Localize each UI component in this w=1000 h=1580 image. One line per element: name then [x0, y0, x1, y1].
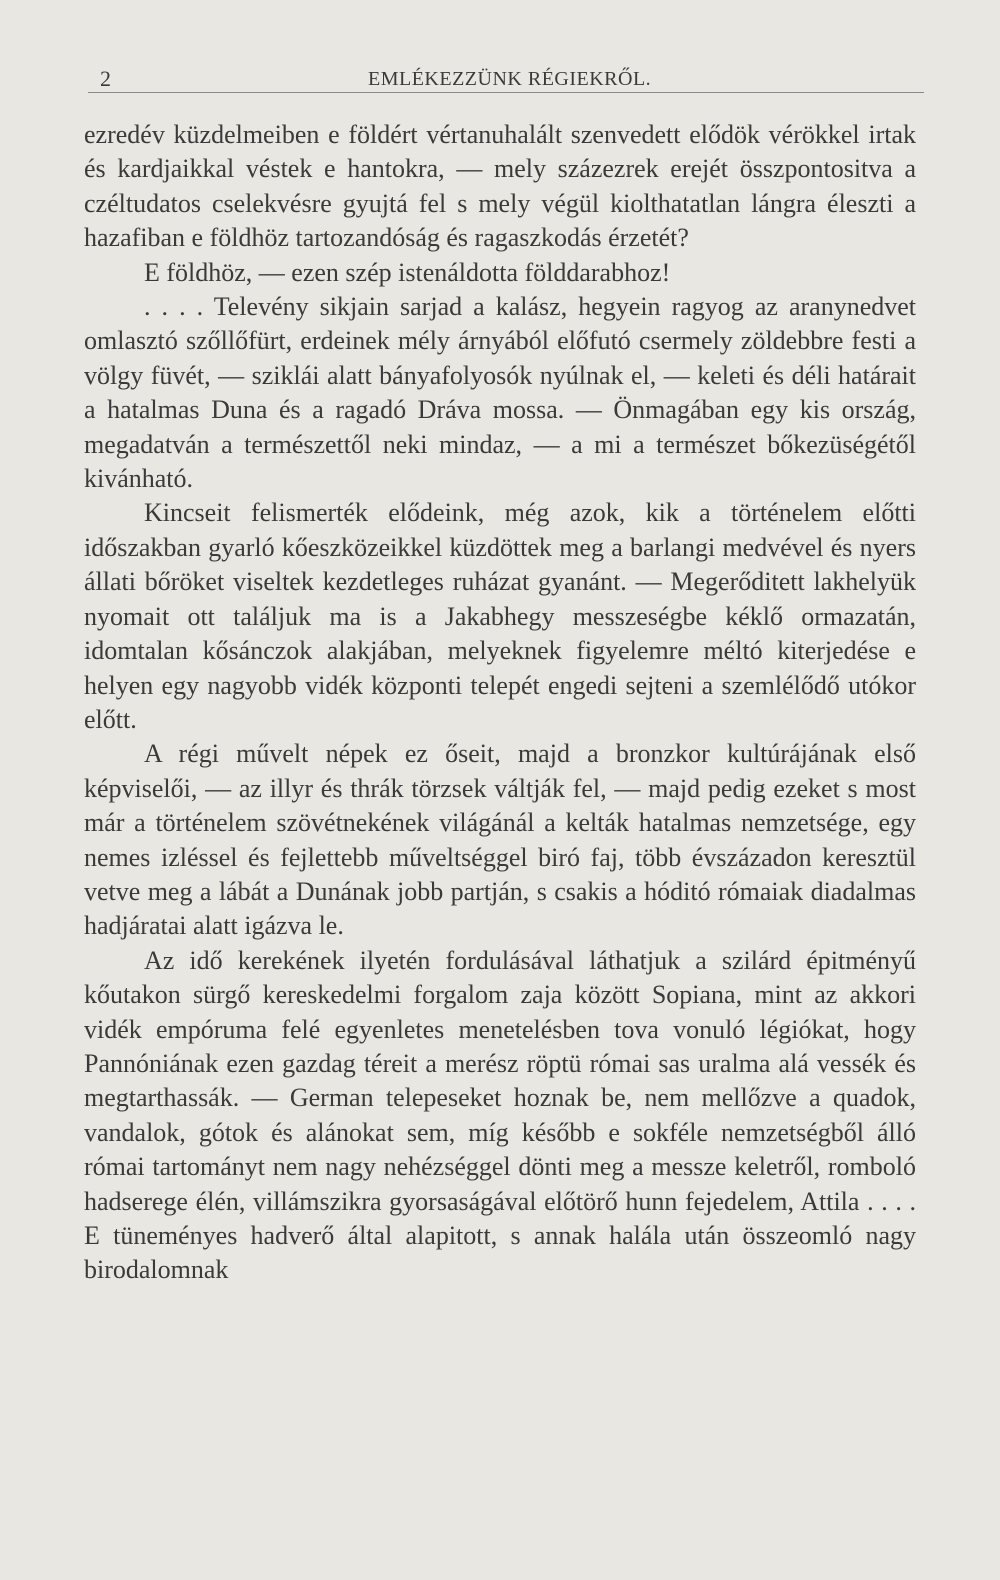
- paragraph: Kincseit felismerték elődeink, még azok, kik a történelem előtti időszakban gyarló kőeszközeikkel küzdöttek meg a barlangi medvével és nyers állati bőröket viseltek kezdetleges ruházat gyanánt. — Megerőditett lakhelyük nyomait ott találjuk ma is a Jakabhegy messzeségbe kéklő ormazatán, idomtalan kősánczok alakjában, melyeknek figyelemre méltó kiterjedése e helyen egy nagyobb vidék központi telepét engedi sejteni a szemlélődő utókor előtt.: [84, 498, 916, 734]
- paragraph: A régi művelt népek ez őseit, majd a bronzkor kultúrájának első képviselői, — az illyr és thrák törzsek váltják fel, — majd pedig ezeket s most már a történelem szövétnekének világánál a kelták hatalmas nemzetsége, egy nemes izléssel és fejlettebb műveltséggel biró faj, több évszázadon keresztül vetve meg a lábát a Dunának jobb partján, s csakis a hóditó rómaiak diadalmas hadjáratai alatt igázva le.: [84, 739, 916, 941]
- paragraph: E földhöz, — ezen szép istenáldotta földdarabhoz!: [144, 257, 671, 287]
- paragraph: . . . . Televény sikjain sarjad a kalász, hegyein ragyog az aranynedvet omlasztó szőllőfürt, erdeinek mély árnyából előfutó csermely zöldebbre festi a völgy füvét, — sziklái alatt bányafolyosók nyúlnak el, — keleti és déli határait a hatalmas Duna és a ragadó Dráva mossa. — Önmagában egy kis ország, megadatván a természettől neki mindaz, — a mi a természet bőkezüségétől kivánható.: [84, 292, 916, 494]
- running-title: EMLÉKEZZÜNK RÉGIEKRŐL.: [368, 68, 652, 90]
- page-number: 2: [100, 66, 111, 91]
- paragraph: Az idő kerekének ilyetén fordulásával láthatjuk a szilárd épitményű kőutakon sürgő kereskedelmi forgalom zaja között Sopiana, mint az akkori vidék empóruma felé egyenletes menetelésben tova vonuló légiókat, hogy Pannóniának ezen gazdag téreit a merész röptü római sas uralma alá vessék és megtarthassák. — German telepeseket hoznak be, nem mellőzve a quadok, vandalok, gótok és alánokat sem, míg később e sokféle nemzetségből álló római tartományt nem nagy nehézséggel dönti meg a messze keletről, romboló hadserege élén, villámszikra gyorsaságával előtörő hunn fejedelem, Attila . . . . E tüneményes hadverő által alapitott, s annak halála után összeomló nagy birodalomnak: [84, 945, 916, 1285]
- body-text: [84, 118, 916, 1288]
- running-head: [88, 62, 924, 93]
- paragraph: ezredév küzdelmeiben e földért vértanuhalált szenvedett elődök vérökkel irtak és kardjaikkal véstek e hantokra, — mely százezrek erejét összpontositva a czéltudatos cselekvésre gyujtá fel s mely végül kiolthatatlan lángra éleszti a hazafiban e földhöz tartozandóság és ragaszkodás érzetét?: [84, 120, 916, 253]
